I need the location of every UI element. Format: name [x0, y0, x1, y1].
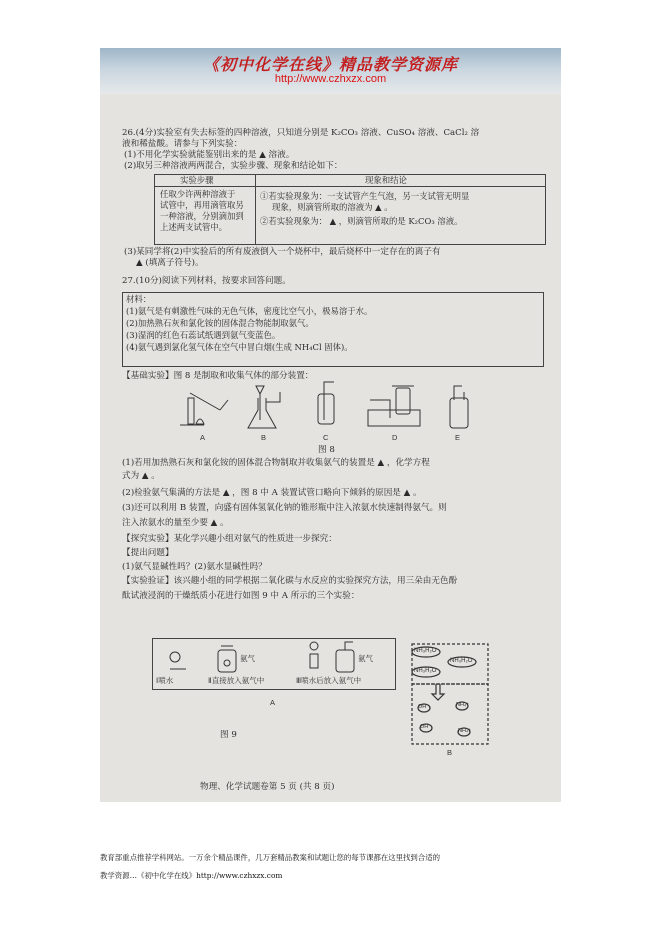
fig9-caption: 图 9 — [220, 730, 237, 740]
explore-heading: 【探究实验】某化学兴趣小组对氨气的性质进一步探究： — [122, 534, 337, 544]
table-header-steps: 实验步骤 — [180, 175, 214, 185]
fig9-ion: OH⁻ — [418, 704, 430, 710]
footer-line1: 教育部重点推荐学科网站。一万余个精品课件，几万套精品教案和试题让您的每节课都在这里找到合适的 — [100, 853, 440, 862]
table-step-line: 上述两支试管中。 — [160, 222, 227, 232]
fig9-ion: NH₄⁺ — [458, 728, 472, 734]
fig9-molecule: NH₃H₂O — [414, 648, 437, 654]
fig9-molecule: NH₃H₂O — [414, 668, 437, 674]
q27-sub1: (1)若用加热熟石灰和氯化铵的固体混合物制取并收集氨气的装置是 ▲ ，化学方程 — [122, 458, 430, 468]
q27-sub3b: 注入浓氨水的量至少要 ▲ 。 — [122, 518, 229, 528]
fig8-label: E — [455, 433, 461, 442]
page-number: 物理、化学试题卷第 5 页 (共 8 页) — [200, 782, 335, 792]
q26-sub3: (3)某同学将(2)中实验后的所有废液倒入一个烧杯中，最后烧杯中一定存在的离子有 — [124, 247, 441, 257]
ask-heading: 【提出问题】 — [122, 548, 174, 558]
table-header-results: 现象和结论 — [365, 175, 407, 185]
table-result-line: ②若实验现象为： ▲ ，则滴管所取的是 K₂CO₃ 溶液。 — [260, 216, 463, 226]
q27-sub1b: 式为 ▲ 。 — [122, 471, 160, 481]
material-line: (4)氨气遇到氯化氢气体在空气中冒白烟(生成 NH₄Cl 固体)。 — [126, 342, 353, 352]
material-line: (3)湿润的红色石蕊试纸遇到氨气变蓝色。 — [126, 330, 281, 340]
fig9-gas2-label: 氨气 — [358, 654, 373, 663]
q26-sub2: (2)取另三种溶液两两混合，实验步骤、现象和结论如下： — [124, 161, 343, 171]
scanned-exam-page — [100, 48, 561, 802]
verify-line2: 酞试液浸润的干燥纸质小花进行如图 9 中 A 所示的三个实验： — [122, 591, 360, 601]
fig9-ion: OH⁻ — [420, 724, 432, 730]
fig9-molecule: NH₃H₂O — [450, 658, 473, 664]
material-line: (2)加热熟石灰和氯化铵的固体混合物能制取氨气。 — [126, 318, 314, 328]
fig8-label: B — [261, 433, 267, 442]
fig9-label-a: A — [270, 698, 276, 707]
banner-url[interactable]: http://www.czhxzx.com — [274, 73, 387, 85]
q26-sub1: (1)不用化学实验就能鉴别出来的是 ▲ 溶液。 — [124, 150, 295, 160]
fig9-a3-label: Ⅲ喷水后放入氨气中 — [296, 676, 362, 685]
table-result-line: ①若实验现象为：一支试管产生气泡，另一支试管无明显 — [260, 191, 470, 201]
q27-sub2: (2)检验氨气集满的方法是 ▲ ，图 8 中 A 装置试管口略向下倾斜的原因是 ▲ 。 — [122, 488, 422, 498]
fig8-label: A — [200, 433, 206, 442]
fig8-label: D — [392, 433, 398, 442]
table-result-line: 现象，则滴管所取的溶液为 ▲ 。 — [272, 202, 393, 212]
verify-line1: 【实验验证】该兴趣小组的同学根据二氧化碳与水反应的实验探究方法，用三朵由无色酚 — [122, 576, 458, 586]
questions-line: (1)氨气显碱性吗？(2)氨水显碱性吗？ — [122, 562, 267, 572]
table-step-line: 一种溶液，分别滴加到 — [160, 211, 244, 221]
fig9-a1-label: Ⅰ喷水 — [156, 676, 174, 685]
fig9-label-b: B — [447, 748, 453, 757]
table-step-line: 任取少许两种溶液于 — [160, 189, 236, 199]
basic-experiment-heading: 【基础实验】图 8 是制取和收集气体的部分装置： — [122, 371, 314, 381]
fig9-ion: NH₄⁺ — [456, 702, 470, 708]
material-line: (1)氨气是有刺激性气味的无色气体，密度比空气小，极易溶于水。 — [126, 306, 373, 316]
fig8-label: C — [323, 433, 329, 442]
footer-line2[interactable]: 教学资源…《初中化学在线》http://www.czhxzx.com — [100, 871, 283, 880]
q27-sub3: (3)还可以利用 B 装置，向盛有固体氢氧化钠的锥形瓶中注入浓氨水快速制得氨气。则 — [122, 503, 447, 513]
q26-line1: 26.(4分)实验室有失去标签的四种溶液，只知道分别是 K₂CO₃ 溶液、CuSO₄ 溶液、CaCl₂ 溶 — [122, 128, 480, 138]
fig8-caption: 图 8 — [318, 445, 335, 455]
q26-line2: 液和稀盐酸。请参与下列实验： — [122, 139, 243, 149]
table-step-line: 试管中，再用滴管取另 — [160, 200, 244, 210]
figure-9b-diagram — [100, 48, 561, 802]
q27-title: 27.(10分)阅读下列材料，按要求回答问题。 — [122, 276, 291, 286]
fig9-a2-label: Ⅱ直接放入氨气中 — [208, 676, 265, 685]
banner-title: 《初中化学在线》精品教学资源库 — [202, 55, 458, 74]
material-line: 材料： — [126, 294, 152, 304]
fig9-gas1-label: 氨气 — [240, 654, 255, 663]
q26-sub3b: ▲ (填离子符号)。 — [136, 258, 204, 268]
